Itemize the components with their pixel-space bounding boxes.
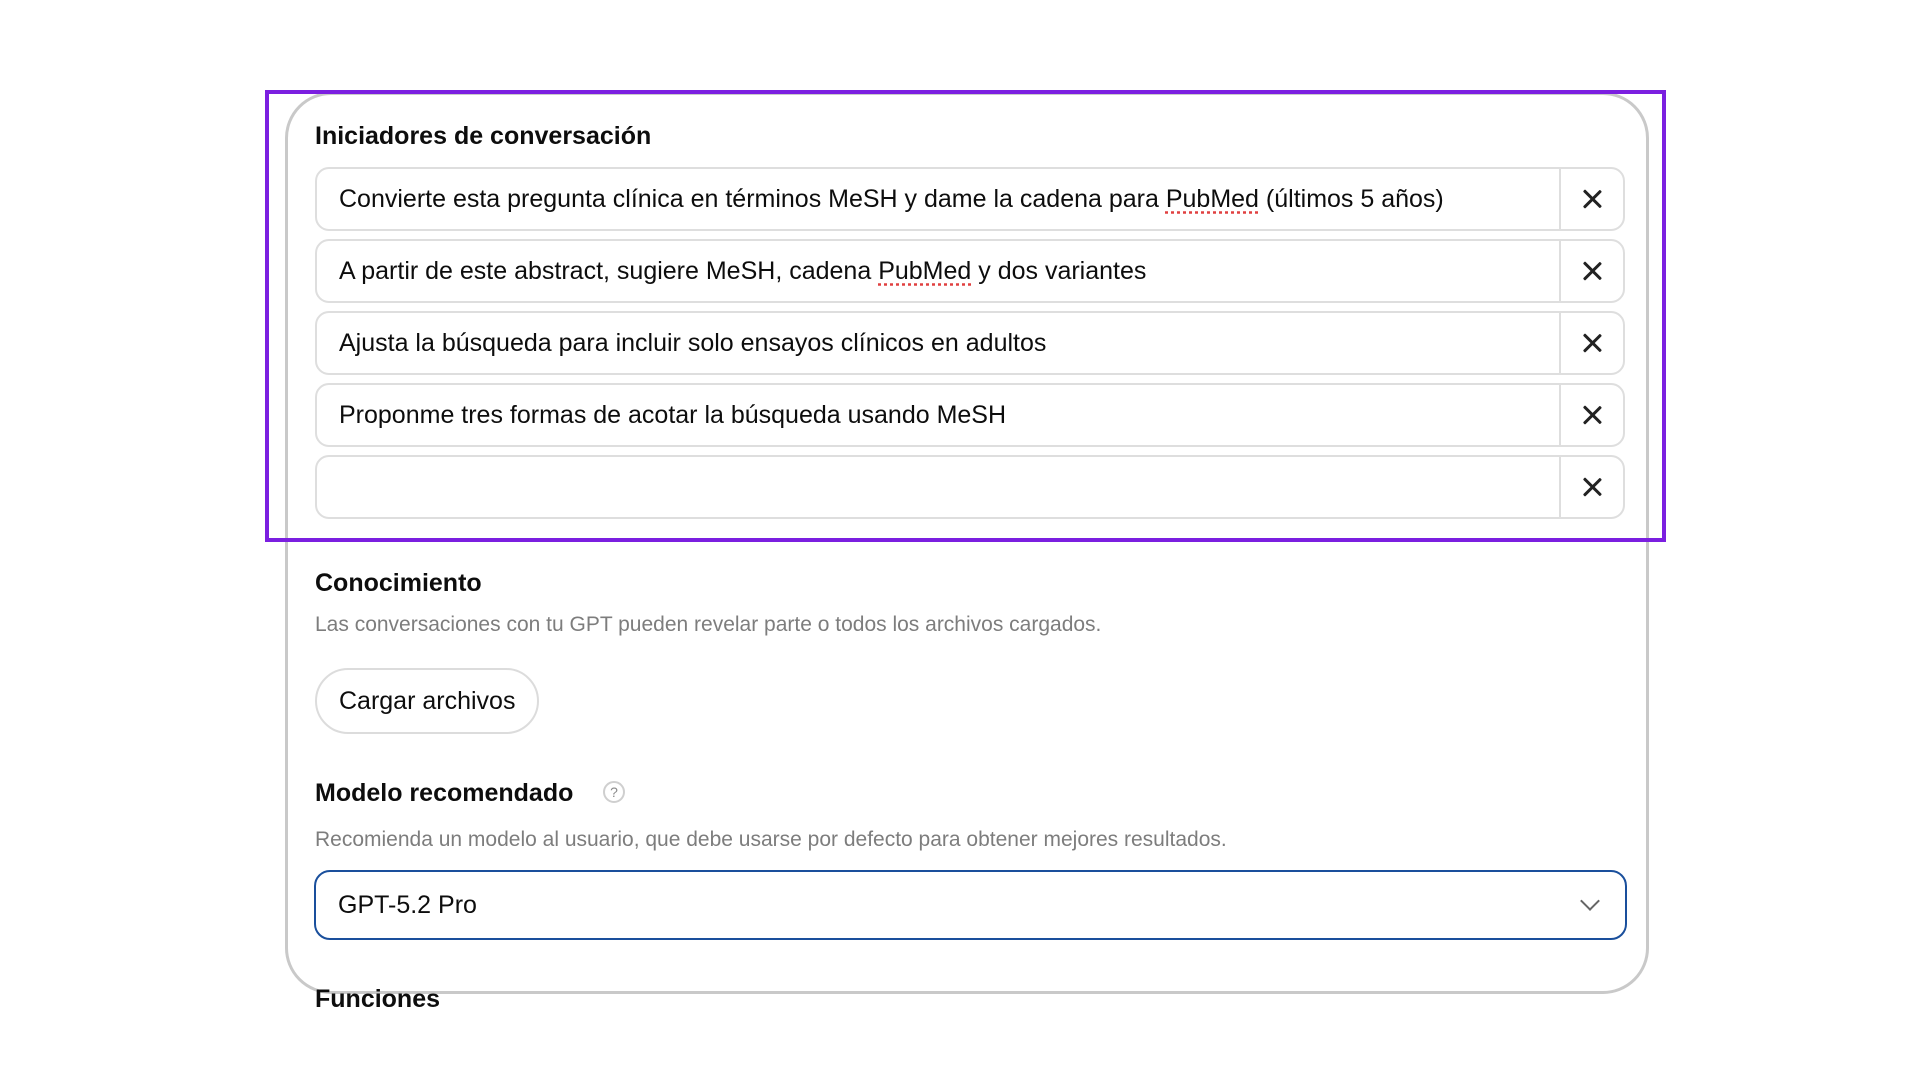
spellcheck-flagged-word: PubMed [1165,184,1259,213]
conversation-starters-title: Iniciadores de conversación [315,122,652,150]
knowledge-title: Conocimiento [315,569,482,597]
help-icon[interactable]: ? [603,781,625,803]
model-select-value: GPT-5.2 Pro [338,890,477,919]
starter-input-1[interactable] [317,169,1559,229]
gpt-config-panel [285,92,1649,1013]
spellcheck-flagged-word: PubMed [878,256,972,285]
knowledge-description: Las conversaciones con tu GPT pueden revelar parte o todos los archivos cargados. [315,613,1102,636]
functions-title: Funciones [315,985,441,1013]
starter-text-2: A partir de este abstract, sugiere MeSH, cadena PubMed y dos variantes [339,256,1147,285]
starter-text-4: Proponme tres formas de acotar la búsqueda usando MeSH [339,400,1007,429]
close-icon [1582,405,1602,425]
starter-input-4[interactable] [317,385,1559,445]
recommended-model-description: Recomienda un modelo al usuario, que debe usarse por defecto para obtener mejores resultados. [315,828,1227,851]
close-icon [1582,333,1602,353]
model-select-dropdown[interactable] [314,870,1627,940]
remove-starter-button-4[interactable] [1559,385,1623,445]
remove-starter-button-5[interactable] [1559,457,1623,517]
upload-files-button[interactable]: Cargar archivos [315,668,539,734]
remove-starter-button-1[interactable] [1559,169,1623,229]
starter-row-3 [315,311,1625,375]
starter-text-1: Convierte esta pregunta clínica en términos MeSH y dame la cadena para PubMed (últimos 5 años) [339,184,1444,213]
starter-input-3[interactable] [317,313,1559,373]
remove-starter-button-2[interactable] [1559,241,1623,301]
starter-row-5 [315,455,1625,519]
chevron-down-icon [1580,891,1600,911]
starter-input-5-empty[interactable] [317,457,1559,517]
starter-text-3: Ajusta la búsqueda para incluir solo ensayos clínicos en adultos [339,328,1047,357]
starter-row-1 [315,167,1625,231]
starter-input-2[interactable] [317,241,1559,301]
close-icon [1582,477,1602,497]
close-icon [1582,189,1602,209]
starter-row-4 [315,383,1625,447]
remove-starter-button-3[interactable] [1559,313,1623,373]
close-icon [1582,261,1602,281]
starter-row-2 [315,239,1625,303]
recommended-model-title: Modelo recomendado [315,779,574,807]
